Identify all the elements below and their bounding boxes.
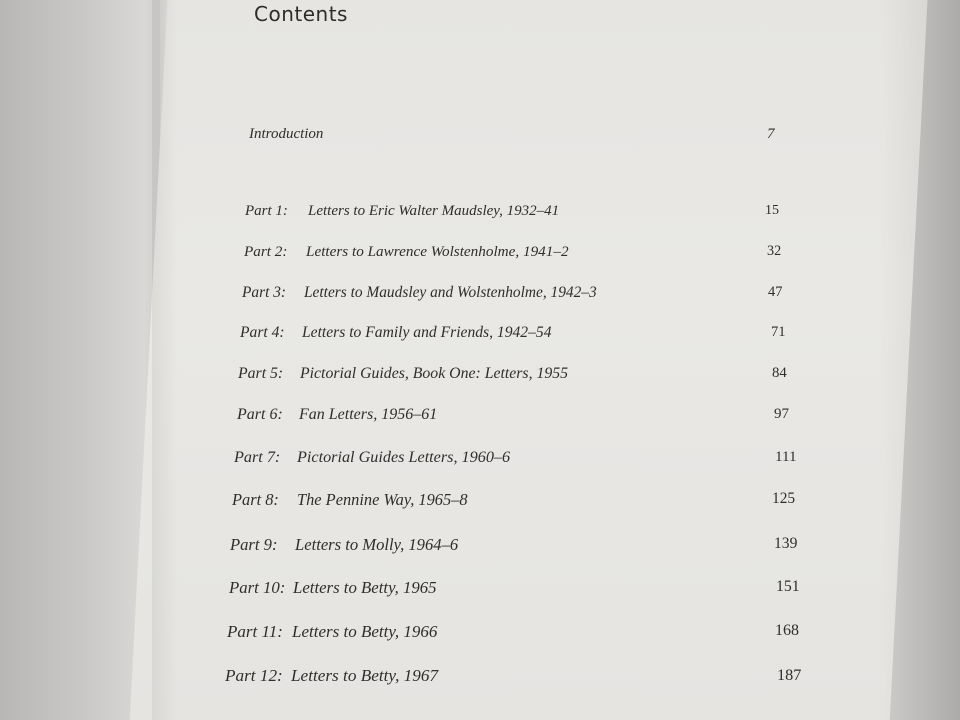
toc-part-label-4: Part 4: (240, 324, 285, 341)
toc-part-page-1: 15 (765, 203, 779, 218)
toc-part-label-10: Part 10: (229, 578, 286, 597)
toc-part-title-2: Letters to Lawrence Wolstenholme, 1941–2 (306, 243, 569, 260)
toc-part-page-7: 111 (775, 448, 797, 465)
toc-part-title-11: Letters to Betty, 1966 (292, 622, 438, 641)
toc-part-page-9: 139 (774, 535, 798, 552)
toc-part-title-6: Fan Letters, 1956–61 (299, 406, 438, 423)
toc-part-title-10: Letters to Betty, 1965 (293, 578, 437, 597)
toc-part-title-7: Pictorial Guides Letters, 1960–6 (297, 448, 511, 466)
toc-part-label-12: Part 12: (225, 666, 283, 685)
page-edge-shadow (880, 0, 960, 720)
toc-part-label-2: Part 2: (244, 243, 288, 260)
toc-part-label-8: Part 8: (232, 490, 279, 509)
toc-page-introduction: 7 (767, 126, 775, 142)
toc-part-page-8: 125 (772, 490, 796, 507)
toc-part-title-3: Letters to Maudsley and Wolstenholme, 1942–3 (304, 284, 597, 301)
toc-part-page-6: 97 (774, 406, 789, 422)
toc-entry-introduction: Introduction (249, 126, 324, 142)
toc-part-page-4: 71 (771, 324, 786, 340)
toc-part-label-3: Part 3: (242, 284, 287, 301)
toc-part-title-8: The Pennine Way, 1965–8 (297, 490, 468, 509)
toc-part-page-2: 32 (767, 243, 782, 259)
contents-page (129, 0, 928, 720)
toc-part-label-5: Part 5: (238, 365, 284, 382)
toc-part-page-12: 187 (777, 666, 802, 684)
contents-heading: Contents (254, 2, 348, 26)
toc-part-title-9: Letters to Molly, 1964–6 (295, 535, 459, 554)
toc-part-label-7: Part 7: (234, 448, 281, 466)
toc-part-title-12: Letters to Betty, 1967 (291, 666, 439, 685)
toc-part-title-5: Pictorial Guides, Book One: Letters, 1955 (300, 365, 569, 382)
toc-part-page-3: 47 (768, 284, 783, 300)
toc-part-page-5: 84 (772, 365, 787, 381)
toc-part-label-6: Part 6: (237, 406, 283, 423)
toc-part-page-10: 151 (776, 578, 800, 595)
toc-part-title-4: Letters to Family and Friends, 1942–54 (302, 324, 552, 341)
toc-part-label-11: Part 11: (227, 622, 283, 641)
toc-part-label-1: Part 1: (245, 203, 288, 219)
toc-part-label-9: Part 9: (230, 535, 278, 554)
book-gutter (152, 0, 178, 720)
toc-part-page-11: 168 (775, 622, 799, 639)
toc-part-title-1: Letters to Eric Walter Maudsley, 1932–41 (308, 203, 560, 219)
